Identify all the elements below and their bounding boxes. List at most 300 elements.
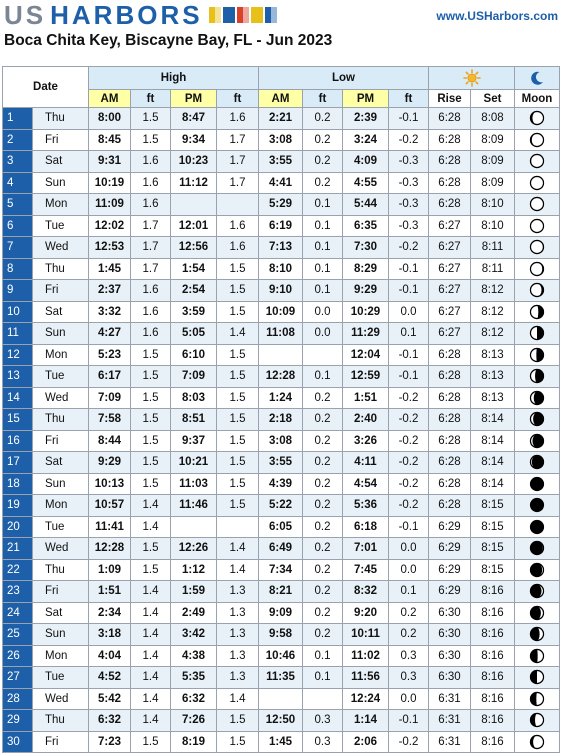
sunrise-time: 6:28	[429, 108, 471, 130]
moon-phase-icon	[529, 325, 545, 341]
low-pm-ft: -0.1	[389, 516, 429, 538]
high-pm-ft: 1.6	[217, 215, 259, 237]
sunset-time: 8:14	[471, 409, 515, 431]
low-am-ft: 0.1	[303, 215, 343, 237]
high-pm-time: 12:56	[171, 237, 217, 259]
table-row	[3, 516, 560, 538]
day-number: 20	[3, 516, 33, 538]
high-am-time: 10:19	[89, 172, 131, 194]
moon-phase-icon	[529, 411, 545, 427]
low-am-time: 12:28	[259, 366, 303, 388]
low-pm-ft: -0.2	[389, 409, 429, 431]
low-pm-ft: -0.1	[389, 258, 429, 280]
low-pm-time: 5:36	[343, 495, 389, 517]
day-of-week: Thu	[33, 710, 89, 732]
moon-phase-cell	[515, 602, 560, 624]
high-pm-ft: 1.5	[217, 430, 259, 452]
low-am-time: 6:49	[259, 538, 303, 560]
low-am-time: 8:21	[259, 581, 303, 603]
low-header: Low	[259, 67, 429, 90]
moon-phase-cell	[515, 280, 560, 302]
day-of-week: Thu	[33, 409, 89, 431]
low-pm-time: 11:56	[343, 667, 389, 689]
low-pm-ft: 0.1	[389, 581, 429, 603]
sunrise-time: 6:28	[429, 387, 471, 409]
high-am-ft: 1.5	[131, 409, 171, 431]
moon-phase-icon	[529, 261, 545, 277]
low-pm-time: 6:18	[343, 516, 389, 538]
low-pm-ft: 0.1	[389, 323, 429, 345]
sunset-time: 8:09	[471, 151, 515, 173]
low-am-ft: 0.2	[303, 624, 343, 646]
high-pm-time: 4:38	[171, 645, 217, 667]
table-row	[3, 237, 560, 259]
high-pm-ft: 1.5	[217, 366, 259, 388]
day-number: 27	[3, 667, 33, 689]
high-pm-time: 2:49	[171, 602, 217, 624]
moon-phase-cell	[515, 194, 560, 216]
sunset-time: 8:16	[471, 602, 515, 624]
signal-flag-icon	[237, 7, 249, 23]
day-number: 26	[3, 645, 33, 667]
high-pm-ft: 1.3	[217, 667, 259, 689]
high-am-ft: 1.5	[131, 473, 171, 495]
low-pm-ft: 0.2	[389, 602, 429, 624]
day-number: 9	[3, 280, 33, 302]
high-pm-ft: 1.6	[217, 108, 259, 130]
high-pm-time: 1:12	[171, 559, 217, 581]
day-of-week: Thu	[33, 108, 89, 130]
high-pm-ft: 1.5	[217, 731, 259, 753]
high-pm-ft: 1.5	[217, 495, 259, 517]
low-am-time: 11:08	[259, 323, 303, 345]
high-pm-ft: 1.5	[217, 258, 259, 280]
moon-phase-cell	[515, 538, 560, 560]
low-am-time: 3:08	[259, 430, 303, 452]
high-pm-time: 1:59	[171, 581, 217, 603]
page-header	[0, 0, 562, 60]
sunset-time: 8:11	[471, 258, 515, 280]
low-am-time: 9:10	[259, 280, 303, 302]
high-am-time: 10:13	[89, 473, 131, 495]
sunset-time: 8:16	[471, 710, 515, 732]
sunset-time: 8:10	[471, 194, 515, 216]
day-number: 21	[3, 538, 33, 560]
low-pm-ft: 0.3	[389, 667, 429, 689]
moon-phase-icon	[529, 648, 545, 664]
day-number: 10	[3, 301, 33, 323]
high-pm-ft: 1.5	[217, 280, 259, 302]
high-am-ft-header: ft	[131, 90, 171, 108]
signal-flags-icon	[209, 7, 277, 23]
low-am-ft: 0.2	[303, 495, 343, 517]
low-am-time: 2:18	[259, 409, 303, 431]
sunset-time: 8:11	[471, 237, 515, 259]
day-of-week: Mon	[33, 645, 89, 667]
high-pm-time: 5:35	[171, 667, 217, 689]
table-row	[3, 559, 560, 581]
moon-phase-cell	[515, 366, 560, 388]
moon-phase-icon	[529, 218, 545, 234]
low-am-time: 2:21	[259, 108, 303, 130]
low-pm-time: 9:29	[343, 280, 389, 302]
low-pm-ft: -0.3	[389, 172, 429, 194]
day-of-week: Fri	[33, 581, 89, 603]
low-am-time: 9:58	[259, 624, 303, 646]
low-pm-time: 7:30	[343, 237, 389, 259]
low-am-ft: 0.2	[303, 430, 343, 452]
page-title: Boca Chita Key, Biscayne Bay, FL - Jun 2023	[4, 32, 333, 49]
high-pm-time: 12:01	[171, 215, 217, 237]
set-header: Set	[471, 90, 515, 108]
high-pm-time	[171, 516, 217, 538]
day-number: 29	[3, 710, 33, 732]
high-pm-time: 11:12	[171, 172, 217, 194]
low-am-header: AM	[259, 90, 303, 108]
low-pm-ft: 0.0	[389, 538, 429, 560]
sunset-time: 8:13	[471, 366, 515, 388]
day-of-week: Sat	[33, 301, 89, 323]
day-of-week: Tue	[33, 366, 89, 388]
high-am-ft: 1.4	[131, 495, 171, 517]
low-pm-header: PM	[343, 90, 389, 108]
low-pm-time: 10:29	[343, 301, 389, 323]
low-am-ft: 0.3	[303, 710, 343, 732]
day-number: 15	[3, 409, 33, 431]
high-am-ft: 1.5	[131, 559, 171, 581]
low-am-ft: 0.2	[303, 409, 343, 431]
low-am-ft	[303, 688, 343, 710]
moon-phase-icon	[529, 712, 545, 728]
high-am-time: 8:00	[89, 108, 131, 130]
table-row	[3, 667, 560, 689]
table-row	[3, 731, 560, 753]
day-number: 18	[3, 473, 33, 495]
moon-phase-cell	[515, 452, 560, 474]
day-of-week: Mon	[33, 194, 89, 216]
day-of-week: Wed	[33, 538, 89, 560]
low-pm-time: 1:14	[343, 710, 389, 732]
day-of-week: Thu	[33, 258, 89, 280]
moon-phase-cell	[515, 495, 560, 517]
sunrise-time: 6:29	[429, 516, 471, 538]
sunrise-time: 6:29	[429, 559, 471, 581]
sunrise-time: 6:28	[429, 452, 471, 474]
day-number: 22	[3, 559, 33, 581]
low-pm-ft: -0.3	[389, 215, 429, 237]
sunset-time: 8:15	[471, 495, 515, 517]
sun-icon	[463, 69, 481, 87]
low-am-ft: 0.1	[303, 258, 343, 280]
low-am-time: 4:41	[259, 172, 303, 194]
low-pm-ft: 0.3	[389, 645, 429, 667]
table-row	[3, 366, 560, 388]
high-am-ft: 1.5	[131, 108, 171, 130]
low-pm-ft: -0.2	[389, 495, 429, 517]
high-pm-ft: 1.5	[217, 710, 259, 732]
low-pm-ft: 0.0	[389, 688, 429, 710]
day-number: 30	[3, 731, 33, 753]
high-pm-time: 9:37	[171, 430, 217, 452]
high-pm-ft: 1.5	[217, 409, 259, 431]
date-header: Date	[3, 67, 89, 108]
high-am-time: 10:57	[89, 495, 131, 517]
moon-phase-icon	[529, 110, 545, 126]
low-am-ft: 0.2	[303, 581, 343, 603]
high-am-time: 7:58	[89, 409, 131, 431]
low-pm-ft: -0.1	[389, 344, 429, 366]
sunset-time: 8:16	[471, 645, 515, 667]
sunset-time: 8:12	[471, 301, 515, 323]
moon-phase-cell	[515, 559, 560, 581]
high-am-time: 6:32	[89, 710, 131, 732]
day-number: 19	[3, 495, 33, 517]
low-am-time: 1:45	[259, 731, 303, 753]
high-pm-ft: 1.5	[217, 301, 259, 323]
low-pm-ft: -0.1	[389, 366, 429, 388]
table-row	[3, 624, 560, 646]
low-am-ft: 0.0	[303, 301, 343, 323]
high-pm-ft: 1.6	[217, 237, 259, 259]
high-am-ft: 1.5	[131, 129, 171, 151]
sun-header	[429, 67, 515, 90]
day-number: 13	[3, 366, 33, 388]
moon-phase-icon	[529, 669, 545, 685]
sunset-time: 8:16	[471, 667, 515, 689]
day-of-week: Sun	[33, 323, 89, 345]
low-am-ft: 0.1	[303, 645, 343, 667]
table-row	[3, 710, 560, 732]
high-header: High	[89, 67, 259, 90]
high-am-time: 4:04	[89, 645, 131, 667]
low-am-time: 11:35	[259, 667, 303, 689]
low-am-time	[259, 344, 303, 366]
high-am-ft: 1.6	[131, 301, 171, 323]
high-am-ft: 1.5	[131, 344, 171, 366]
high-pm-header: PM	[171, 90, 217, 108]
moon-phase-icon	[529, 519, 545, 535]
moon-phase-icon	[529, 390, 545, 406]
table-row	[3, 430, 560, 452]
table-row	[3, 258, 560, 280]
moon-phase-cell	[515, 624, 560, 646]
day-number: 7	[3, 237, 33, 259]
day-of-week: Mon	[33, 344, 89, 366]
high-am-ft: 1.4	[131, 645, 171, 667]
day-of-week: Sat	[33, 452, 89, 474]
low-pm-time: 12:59	[343, 366, 389, 388]
sunrise-time: 6:31	[429, 731, 471, 753]
sunrise-time: 6:29	[429, 538, 471, 560]
low-pm-time: 4:55	[343, 172, 389, 194]
moon-phase-cell	[515, 731, 560, 753]
low-pm-ft: -0.2	[389, 237, 429, 259]
high-pm-ft: 1.5	[217, 387, 259, 409]
low-am-ft: 0.2	[303, 473, 343, 495]
day-of-week: Sun	[33, 473, 89, 495]
moon-phase-icon	[529, 368, 545, 384]
moon-phase-cell	[515, 430, 560, 452]
high-am-time: 7:23	[89, 731, 131, 753]
high-am-ft: 1.4	[131, 581, 171, 603]
day-number: 6	[3, 215, 33, 237]
moon-phase-icon	[529, 626, 545, 642]
moon-phase-cell	[515, 473, 560, 495]
tide-table	[2, 66, 560, 753]
low-am-ft: 0.0	[303, 323, 343, 345]
low-pm-time: 4:09	[343, 151, 389, 173]
day-number: 23	[3, 581, 33, 603]
site-url[interactable]: www.USHarbors.com	[436, 9, 558, 23]
high-am-time: 9:31	[89, 151, 131, 173]
day-of-week: Wed	[33, 387, 89, 409]
high-pm-ft: 1.3	[217, 645, 259, 667]
low-am-ft: 0.2	[303, 516, 343, 538]
moon-phase-cell	[515, 323, 560, 345]
logo-harbors-text: HARBORS	[50, 0, 203, 30]
high-pm-time: 1:54	[171, 258, 217, 280]
high-am-ft: 1.6	[131, 323, 171, 345]
low-am-ft	[303, 344, 343, 366]
low-pm-time: 3:24	[343, 129, 389, 151]
low-am-time: 3:55	[259, 452, 303, 474]
table-row	[3, 172, 560, 194]
day-number: 8	[3, 258, 33, 280]
low-pm-time: 12:04	[343, 344, 389, 366]
table-row	[3, 581, 560, 603]
high-pm-ft: 1.4	[217, 538, 259, 560]
high-am-header: AM	[89, 90, 131, 108]
moon-phase-icon	[529, 562, 545, 578]
day-number: 12	[3, 344, 33, 366]
moon-phase-icon	[529, 454, 545, 470]
sunrise-time: 6:27	[429, 323, 471, 345]
low-pm-time: 9:20	[343, 602, 389, 624]
moon-phase-icon	[529, 497, 545, 513]
sunrise-time: 6:31	[429, 710, 471, 732]
table-row	[3, 688, 560, 710]
low-pm-ft: -0.1	[389, 108, 429, 130]
day-number: 4	[3, 172, 33, 194]
moon-phase-cell	[515, 258, 560, 280]
day-of-week: Wed	[33, 237, 89, 259]
high-am-time: 1:45	[89, 258, 131, 280]
table-row	[3, 538, 560, 560]
sunrise-time: 6:30	[429, 624, 471, 646]
low-pm-ft: 0.0	[389, 559, 429, 581]
low-pm-ft: -0.1	[389, 280, 429, 302]
moon-phase-cell	[515, 237, 560, 259]
high-am-ft: 1.5	[131, 538, 171, 560]
day-number: 17	[3, 452, 33, 474]
day-number: 1	[3, 108, 33, 130]
moon-phase-icon	[529, 605, 545, 621]
high-am-ft: 1.4	[131, 710, 171, 732]
low-am-time: 4:39	[259, 473, 303, 495]
sunset-time: 8:08	[471, 108, 515, 130]
table-row	[3, 280, 560, 302]
high-pm-ft-header: ft	[217, 90, 259, 108]
low-pm-time: 11:29	[343, 323, 389, 345]
sunset-time: 8:12	[471, 323, 515, 345]
low-pm-ft: -0.2	[389, 473, 429, 495]
high-am-time: 5:42	[89, 688, 131, 710]
table-row	[3, 387, 560, 409]
day-of-week: Fri	[33, 280, 89, 302]
moon-phase-icon	[529, 540, 545, 556]
table-row	[3, 409, 560, 431]
low-pm-time: 7:01	[343, 538, 389, 560]
low-pm-time: 3:26	[343, 430, 389, 452]
low-am-ft: 0.1	[303, 280, 343, 302]
signal-flag-icon	[209, 7, 221, 23]
sunset-time: 8:15	[471, 538, 515, 560]
high-am-ft: 1.4	[131, 688, 171, 710]
sunrise-time: 6:28	[429, 151, 471, 173]
high-am-ft: 1.4	[131, 624, 171, 646]
high-am-time: 7:09	[89, 387, 131, 409]
low-pm-ft: -0.2	[389, 387, 429, 409]
low-am-ft-header: ft	[303, 90, 343, 108]
table-row	[3, 323, 560, 345]
low-pm-time: 1:51	[343, 387, 389, 409]
low-pm-ft: -0.3	[389, 151, 429, 173]
low-pm-ft-header: ft	[389, 90, 429, 108]
low-pm-time: 4:54	[343, 473, 389, 495]
day-of-week: Mon	[33, 495, 89, 517]
sunset-time: 8:13	[471, 344, 515, 366]
crescent-moon-icon	[529, 70, 545, 86]
day-of-week: Tue	[33, 215, 89, 237]
low-am-ft: 0.2	[303, 602, 343, 624]
sunrise-time: 6:28	[429, 409, 471, 431]
sunrise-time: 6:28	[429, 473, 471, 495]
low-am-ft: 0.2	[303, 108, 343, 130]
high-pm-time: 12:26	[171, 538, 217, 560]
high-pm-time	[171, 194, 217, 216]
sunset-time: 8:16	[471, 688, 515, 710]
high-pm-ft: 1.3	[217, 602, 259, 624]
sunset-time: 8:16	[471, 624, 515, 646]
high-am-time: 4:27	[89, 323, 131, 345]
sunrise-time: 6:27	[429, 237, 471, 259]
day-number: 3	[3, 151, 33, 173]
moon-phase-cell	[515, 172, 560, 194]
high-pm-time: 8:03	[171, 387, 217, 409]
table-row	[3, 344, 560, 366]
sunset-time: 8:14	[471, 452, 515, 474]
high-am-ft: 1.4	[131, 667, 171, 689]
high-am-time: 2:37	[89, 280, 131, 302]
signal-flag-icon	[251, 7, 263, 23]
high-pm-ft: 1.7	[217, 129, 259, 151]
sunrise-time: 6:27	[429, 301, 471, 323]
signal-flag-icon	[265, 7, 277, 23]
high-am-ft: 1.6	[131, 151, 171, 173]
table-row	[3, 215, 560, 237]
high-pm-ft: 1.7	[217, 172, 259, 194]
low-am-time: 7:13	[259, 237, 303, 259]
low-pm-ft: -0.2	[389, 430, 429, 452]
rise-header: Rise	[429, 90, 471, 108]
high-am-time: 9:29	[89, 452, 131, 474]
high-pm-time: 10:21	[171, 452, 217, 474]
moon-phase-cell	[515, 151, 560, 173]
moon-phase-icon	[529, 304, 545, 320]
low-am-ft: 0.2	[303, 387, 343, 409]
low-pm-time: 2:40	[343, 409, 389, 431]
low-am-time: 5:29	[259, 194, 303, 216]
